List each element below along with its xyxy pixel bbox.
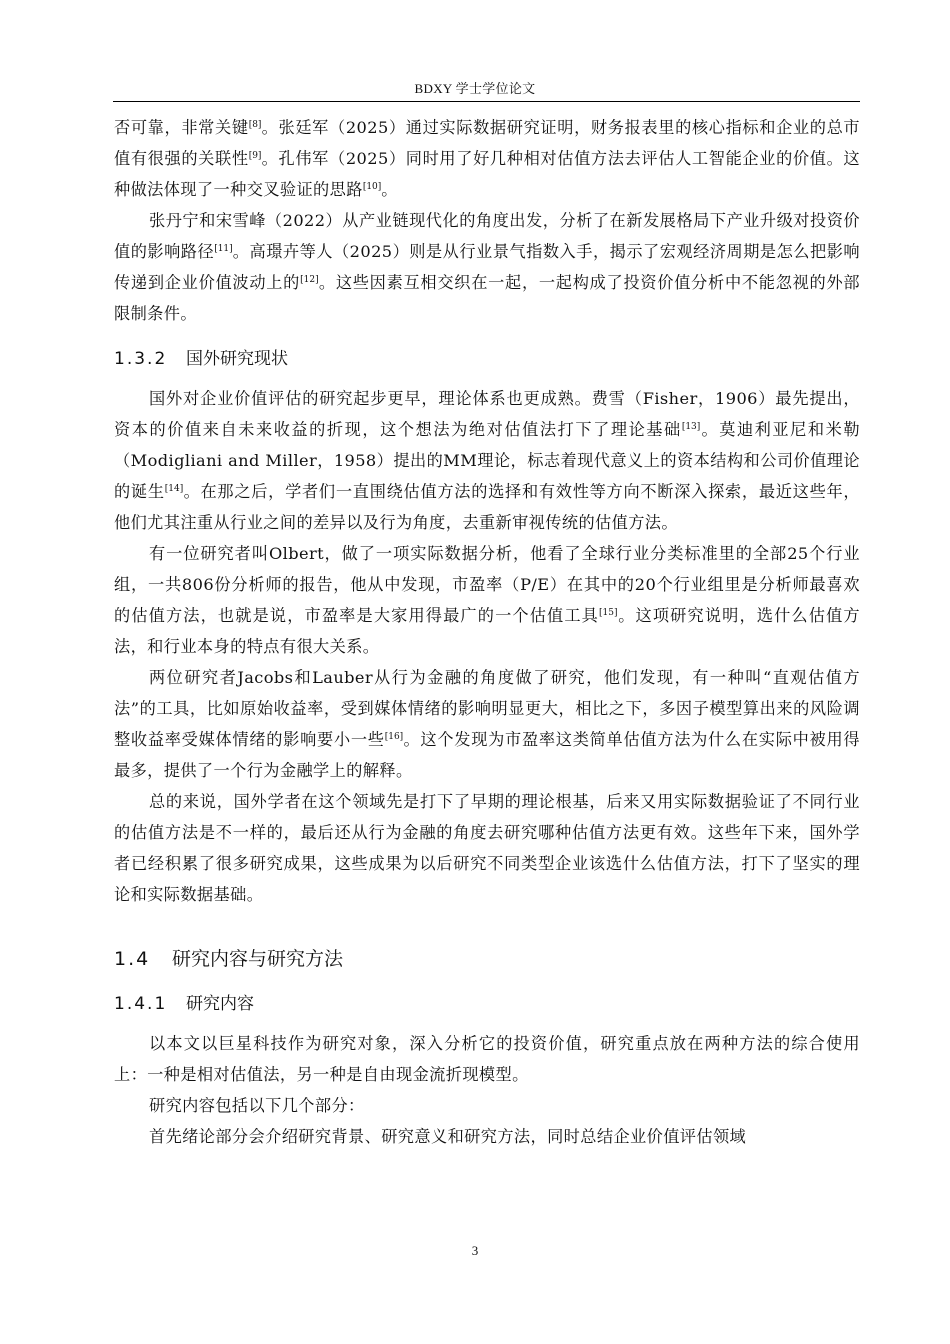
section-title: 研究内容与研究方法	[172, 948, 344, 970]
section-title: 研究内容	[186, 994, 254, 1014]
paragraph: 首先绪论部分会介绍研究背景、研究意义和研究方法，同时总结企业价值评估领域	[149, 1127, 747, 1146]
running-header: BDXY 学士学位论文	[414, 81, 536, 96]
citation[interactable]: [14]	[164, 484, 184, 494]
citation[interactable]: [13]	[681, 422, 701, 432]
section-heading	[114, 992, 860, 1016]
paragraph: 总的来说，国外学者在这个领域先是打下了早期的理论根基，后来又用实际数据验证了不同行业的估值方法是不一样的，最后还从行为金融的角度去研究哪种估值方法更有效。这些年下来，国外学者已经积累了很多研究成果，这些成果为以后研究不同类型企业该选什么估值方法，打下了坚实的理论和实际数据基础。	[114, 792, 860, 904]
chapter-section-heading	[114, 944, 860, 974]
header-divider	[113, 101, 860, 102]
paragraph: 以本文以巨星科技作为研究对象，深入分析它的投资价值，研究重点放在两种方法的综合使用上：一种是相对估值法，另一种是自由现金流折现模型。	[114, 1034, 860, 1084]
citation[interactable]: [10]	[362, 182, 382, 192]
paragraph: 国外对企业价值评估的研究起步更早，理论体系也更成熟。费雪（Fisher，1906）最先提出，资本的价值来自未来收益的折现，这个想法为绝对估值法打下了理论基础[13]。莫迪利亚尼和米勒（Modigliani and Miller，1958）提出的MM理论，标志着现代意义上的资本结构和公司价值理论的诞生[14]。在那之后，学者们一直围绕估值方法的选择和有效性等方向不断深入探索，最近这些年，他们尤其注重从行业之间的差异以及行为角度，去重新审视传统的估值方法。	[114, 389, 861, 532]
citation[interactable]: [11]	[214, 244, 233, 254]
paragraph: 研究内容包括以下几个部分：	[149, 1096, 365, 1115]
section-heading	[114, 347, 860, 371]
paragraph: 两位研究者Jacobs和Lauber从行为金融的角度做了研究，他们发现，有一种叫“直观估值方法”的工具，比如原始收益率，受到媒体情绪的影响明显更大，相比之下，多因子模型算出来的风险调整收益率受媒体情绪的影响要小一些[16]。这个发现为市盈率这类简单估值方法为什么在实际中被用得最多，提供了一个行为金融学上的解释。	[114, 668, 860, 780]
section-number: 1.4.1	[114, 994, 168, 1014]
body-content	[114, 112, 860, 1152]
citation[interactable]: [16]	[384, 732, 404, 742]
paragraph: 有一位研究者叫Olbert，做了一项实际数据分析，他看了全球行业分类标准里的全部25个行业组，一共806份分析师的报告，他从中发现，市盈率（P/E）在其中的20个行业组里是分析师最喜欢的估值方法，也就是说，市盈率是大家用得最广的一个估值工具[15]。这项研究说明，选什么估值方法，和行业本身的特点有很大关系。	[114, 544, 860, 656]
section-number: 1.4	[114, 948, 151, 970]
citation[interactable]: [9]	[248, 151, 262, 161]
paragraph: 张丹宁和宋雪峰（2022）从产业链现代化的角度出发，分析了在新发展格局下产业升级对投资价值的影响路径[11]。高璟卉等人（2025）则是从行业景气指数入手，揭示了宏观经济周期是怎么把影响传递到企业价值波动上的[12]。这些因素互相交织在一起，一起构成了投资价值分析中不能忽视的外部限制条件。	[114, 211, 860, 323]
section-title: 国外研究现状	[186, 349, 288, 369]
citation[interactable]: [12]	[300, 275, 319, 285]
section-number: 1.3.2	[114, 349, 168, 369]
paragraph: 否可靠，非常关键[8]。张廷军（2025）通过实际数据研究证明，财务报表里的核心指标和企业的总市值有很强的关联性[9]。孔伟军（2025）同时用了好几种相对估值方法去评估人工智能企业的价值。这种做法体现了一种交叉验证的思路[10]。	[114, 118, 861, 199]
citation[interactable]: [15]	[599, 608, 618, 618]
citation[interactable]: [8]	[248, 120, 262, 130]
page-number: 3	[471, 1243, 479, 1258]
